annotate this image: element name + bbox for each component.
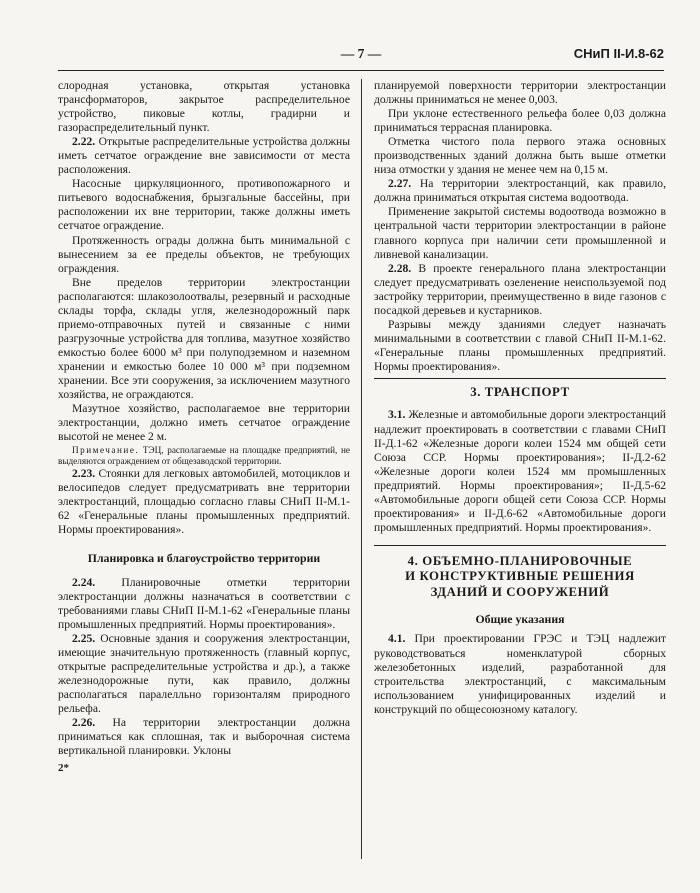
paragraph: Вне пределов территории электростанции располагаются: шлакозолоотвалы, резервный и расходные склады торфа, склады угля, железнодорожный парк приемо-отправочных путей и связанные с ними разгрузочные устройства для топлива, мазутное хозяйство емкостью более 6000 м³ при полуподземном и наземном хранении и емкостью более 10 000 м³ при подземном хранении. Все эти сооружения, за исключением мазутного хозяйства, не ограждаются. bbox=[58, 275, 350, 402]
paragraph: Разрывы между зданиями следует назначать минимальными в соответствии с главой СНиП II-М.1-62. «Генеральные планы промышленных предприятий. Нормы проектирования». bbox=[374, 317, 666, 373]
paragraph-2-28: 2.28. В проекте генерального плана электростанции следует предусматривать озеленение неиспользуемой под застройку территории, преимущественно в виде газонов с посадкой деревьев и кустарников. bbox=[374, 261, 666, 317]
page-header bbox=[58, 42, 664, 64]
section-4-heading-line: И КОНСТРУКТИВНЫЕ РЕШЕНИЯ bbox=[405, 569, 635, 584]
paragraph: Отметка чистого пола первого этажа основных производственных зданий должна быть выше отметки низа отмостки у здания не менее чем на 0,15 м. bbox=[374, 135, 666, 177]
document-code: СНиП II-И.8-62 bbox=[573, 46, 664, 61]
section-3-heading: 3. ТРАНСПОРТ bbox=[470, 384, 570, 399]
footnote: Примечание. ТЭЦ, располагаемые на площадке предприятий, не выделяются ограждением от общезаводской территории. bbox=[58, 445, 350, 467]
paragraph: слородная установка, открытая установка трансформаторов, закрытое распределительное устройство, пиковые котлы, градирни и газораспределительный пункт. bbox=[58, 79, 350, 135]
section-rule bbox=[374, 378, 666, 379]
right-column bbox=[374, 79, 666, 717]
section-rule bbox=[374, 545, 666, 546]
paragraph-2-26: 2.26. На территории электростанции должна приниматься как сплошная, так и выборочная система вертикальной планировки. Уклоны bbox=[58, 715, 350, 758]
section-4-heading-line: 4. ОБЪЕМНО-ПЛАНИРОВОЧНЫЕ bbox=[407, 553, 633, 568]
header-rule bbox=[58, 70, 664, 71]
paragraph: Мазутное хозяйство, располагаемое вне территории электростанции, должно иметь сетчатое ограждение высотой не менее 2 м. bbox=[58, 402, 350, 444]
column-divider bbox=[361, 79, 362, 859]
paragraph: Насосные циркуляционного, противопожарного и питьевого водоснабжения, брызгальные бассейны, при расположении их вне территории, также должны иметь сетчатое ограждение. bbox=[58, 177, 350, 233]
section-4-heading bbox=[374, 554, 666, 601]
page-number: — 7 — bbox=[340, 46, 382, 61]
paragraph: При уклоне естественного рельефа более 0,03 должна приниматься террасная планировка. bbox=[374, 107, 666, 135]
paragraph-2-24: 2.24. Планировочные отметки территории электростанции должны назначаться в соответствии с требованиями главы СНиП II-М.1-62 «Генеральные планы промышленных предприятий. Нормы проектирования». bbox=[58, 575, 350, 631]
paragraph: Протяженность ограды должна быть минимальной с вынесением за ее пределы объектов, не требующих ограждения. bbox=[58, 233, 350, 275]
paragraph-2-23: 2.23. Стоянки для легковых автомобилей, мотоциклов и велосипедов следует предусматривать вне территории электростанций, площадью согласно главы СНиП II-М.1-62 «Генеральные планы промышленных предприятий. Нормы проектирования». bbox=[58, 467, 350, 537]
section-4-heading-line: ЗДАНИЙ И СООРУЖЕНИЙ bbox=[430, 584, 610, 599]
left-column bbox=[58, 79, 350, 775]
paragraph-2-27: 2.27. На территории электростанций, как правило, должна приниматься открытая система водоотвода. bbox=[374, 177, 666, 205]
signature-mark: 2* bbox=[58, 762, 69, 775]
paragraph-2-22: 2.22. Открытые распределительные устройства должны иметь сетчатое ограждение вне зависимости от места расположения. bbox=[58, 135, 350, 177]
paragraph: планируемой поверхности территории электростанции должны приниматься не менее 0,003. bbox=[374, 79, 666, 107]
section-heading: Планировка и благоустройство территории bbox=[87, 551, 321, 566]
paragraph-3-1: 3.1. Железные и автомобильные дороги электростанций надлежит проектировать в соответствии с главами СНиП II-Д.1-62 «Железные дороги колеи 1524 мм общей сети Союза ССР. Нормы проектирования»; II-Д.2-62 «Железные дороги колеи 1524 мм промышленных предприятий. Нормы проектирования»; II-Д.5-62 «Автомобильные дороги общей сети Союза ССР. Нормы проектирования» и II-Д.6-62 «Автомобильные дороги промышленных предприятий. Нормы проектирования». bbox=[374, 408, 666, 534]
subsection-heading: Общие указания bbox=[475, 612, 565, 627]
paragraph: Применение закрытой системы водоотвода возможно в центральной части территории электростанции в районе главного корпуса при наличии сети промышленной и ливневой канализации. bbox=[374, 205, 666, 261]
paragraph-4-1: 4.1. При проектировании ГРЭС и ТЭЦ надлежит руководствоваться номенклатурой сборных железобетонных изделий, разработанной для строительства электростанций, с максимальным использованием унифицированных изделий и конструкций по общесоюзному каталогу. bbox=[374, 632, 666, 716]
paragraph-2-25: 2.25. Основные здания и сооружения электростанции, имеющие значительную протяженность (главный корпус, открытые распределительные устройства и др.), а также железнодорожные пути, как правило, должны располагаться паралелльно горизонталям природного рельефа. bbox=[58, 631, 350, 715]
